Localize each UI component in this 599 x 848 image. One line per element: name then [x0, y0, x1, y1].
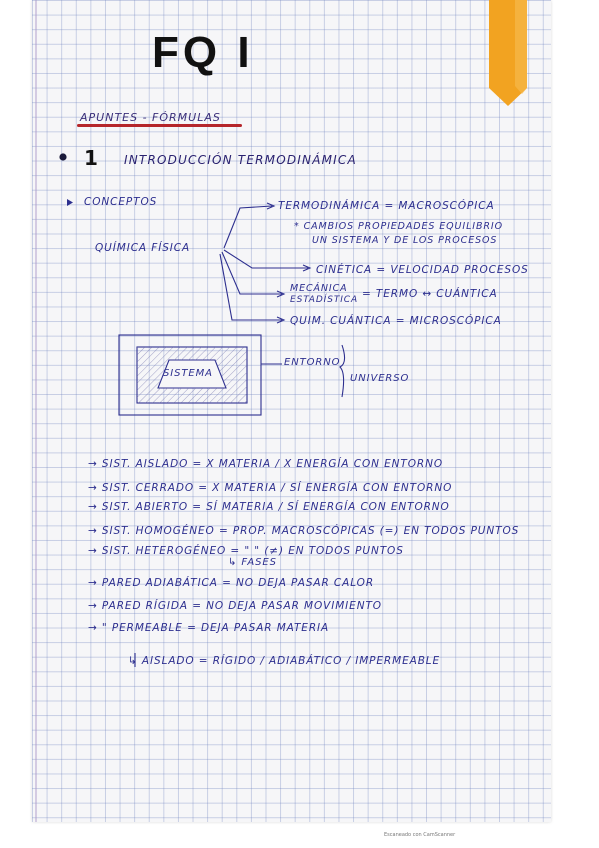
- line-pared-adiabatica: → PARED ADIABÁTICA = NO DEJA PASAR CALOR: [88, 577, 375, 589]
- page-title: FQ I: [152, 28, 254, 77]
- line-aislado: ↳ AISLADO = RÍGIDO / ADIABÁTICO / IMPERMEABLE: [128, 655, 441, 667]
- entorno-label: ENTORNO: [284, 357, 341, 368]
- line-permeable: → " PERMEABLE = DEJA PASAR MATERIA: [88, 622, 330, 634]
- line-sist-cerrado: → SIST. CERRADO = X MATERIA / SÍ ENERGÍA CON ENTORNO: [88, 482, 453, 494]
- branch-estadistica: ESTADÍSTICA: [290, 295, 359, 305]
- concept-tree-lines: [32, 0, 551, 822]
- topic-number: 1: [84, 146, 99, 170]
- topic-heading: INTRODUCCIÓN TERMODINÁMICA: [124, 153, 357, 167]
- line-sist-aislado: → SIST. AISLADO = X MATERIA / X ENERGÍA CON ENTORNO: [88, 458, 444, 470]
- conceptos-label: CONCEPTOS: [84, 196, 158, 208]
- line-pared-rigida: → PARED RÍGIDA = NO DEJA PASAR MOVIMIENTO: [88, 600, 382, 612]
- scanner-watermark: Escaneado con CamScanner: [384, 832, 456, 838]
- note-line-1: * CAMBIOS PROPIEDADES EQUILIBRIO: [294, 221, 503, 232]
- notebook-page: [32, 0, 551, 822]
- line-fases: ↳ FASES: [228, 557, 277, 568]
- universo-label: UNIVERSO: [350, 373, 410, 384]
- branch-quim-cuantica: QUIM. CUÁNTICA = MICROSCÓPICA: [290, 315, 502, 327]
- branch-cinetica: CINÉTICA = VELOCIDAD PROCESOS: [316, 264, 529, 276]
- branch-termo-cuantica: = TERMO ↔ CUÁNTICA: [362, 288, 498, 300]
- branch-termodinamica: TERMODINÁMICA = MACROSCÓPICA: [278, 200, 495, 212]
- note-line-2: UN SISTEMA Y DE LOS PROCESOS: [312, 235, 498, 246]
- branch-mecanica: MECÁNICA: [290, 283, 348, 294]
- section-label: APUNTES - FÓRMULAS: [80, 111, 221, 124]
- sistema-label: SISTEMA: [163, 368, 213, 379]
- line-sist-homogeneo: → SIST. HOMOGÉNEO = PROP. MACROSCÓPICAS (=) EN TODOS PUNTOS: [88, 525, 520, 537]
- line-sist-heterogeneo: → SIST. HETEROGÉNEO = " " (≠) EN TODOS PUNTOS: [88, 545, 404, 557]
- quimica-fisica-label: QUÍMICA FÍSICA: [95, 242, 191, 254]
- line-sist-abierto: → SIST. ABIERTO = SÍ MATERIA / SÍ ENERGÍA CON ENTORNO: [88, 501, 450, 513]
